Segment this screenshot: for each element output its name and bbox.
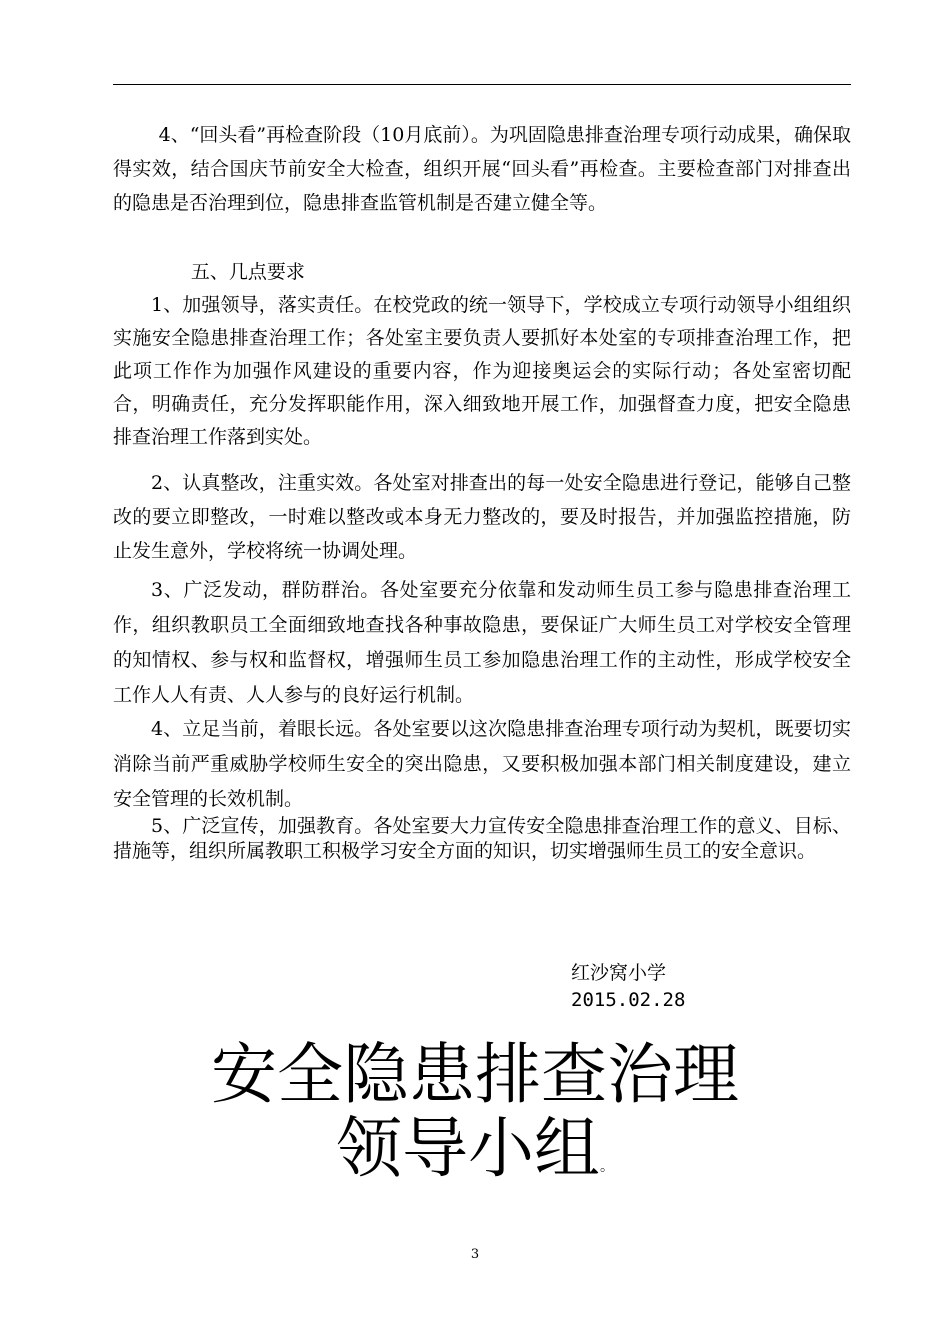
signature-block	[571, 960, 685, 1014]
big-title	[0, 1038, 950, 1204]
signature-school: 红沙窝小学	[571, 962, 667, 984]
big-title-mark: 。	[600, 1159, 614, 1175]
big-title-line-2	[0, 1112, 950, 1204]
paragraph-requirement-4: 4、立足当前，着眼长远。各处室要以这次隐患排查治理专项行动为契机，既要切实消除当前严重威胁学校师生安全的突出隐患，又要积极加强本部门相关制度建设，建立安全管理的长效机制。	[113, 718, 851, 810]
header-rule	[113, 84, 851, 85]
big-title-line-1: 安全隐患排查治理	[211, 1036, 739, 1113]
paragraph-requirement-5: 5、广泛宣传，加强教育。各处室要大力宣传安全隐患排查治理工作的意义、目标、措施等，组织所属教职工积极学习安全方面的知识，切实增强师生员工的安全意识。	[113, 815, 851, 862]
big-title-line-2-text: 领导小组	[336, 1110, 600, 1187]
paragraph-recheck-stage: 4、“回头看”再检查阶段（10月底前）。为巩固隐患排查治理专项行动成果，确保取得实效，结合国庆节前安全大检查，组织开展“回头看”再检查。主要检查部门对排查出的隐患是否治理到位，隐患排查监管机制是否建立健全等。	[113, 124, 851, 214]
section-heading-requirements: 五、几点要求	[190, 261, 305, 283]
paragraph-requirement-3: 3、广泛发动，群防群治。各处室要充分依靠和发动师生员工参与隐患排查治理工作，组织教职员工全面细致地查找各种事故隐患，要保证广大师生员工对学校安全管理的知情权、参与权和监督权，增强师生员工参加隐患治理工作的主动性，形成学校安全工作人人有责、人人参与的良好运行机制。	[113, 579, 851, 706]
signature-date: 2015.02.28	[571, 989, 686, 1011]
paragraph-requirement-1: 1、加强领导，落实责任。在校党政的统一领导下，学校成立专项行动领导小组组织实施安全隐患排查治理工作；各处室主要负责人要抓好本处室的专项排查治理工作，把此项工作作为加强作风建设的重要内容，作为迎接奥运会的实际行动；各处室密切配合，明确责任，充分发挥职能作用，深入细致地开展工作，加强督查力度，把安全隐患排查治理工作落到实处。	[113, 294, 851, 448]
page-number: 3	[470, 1247, 480, 1262]
paragraph-requirement-2: 2、认真整改，注重实效。各处室对排查出的每一处安全隐患进行登记，能够自己整改的要立即整改，一时难以整改或本身无力整改的，要及时报告，并加强监控措施，防止发生意外，学校将统一协调处理。	[113, 472, 851, 562]
